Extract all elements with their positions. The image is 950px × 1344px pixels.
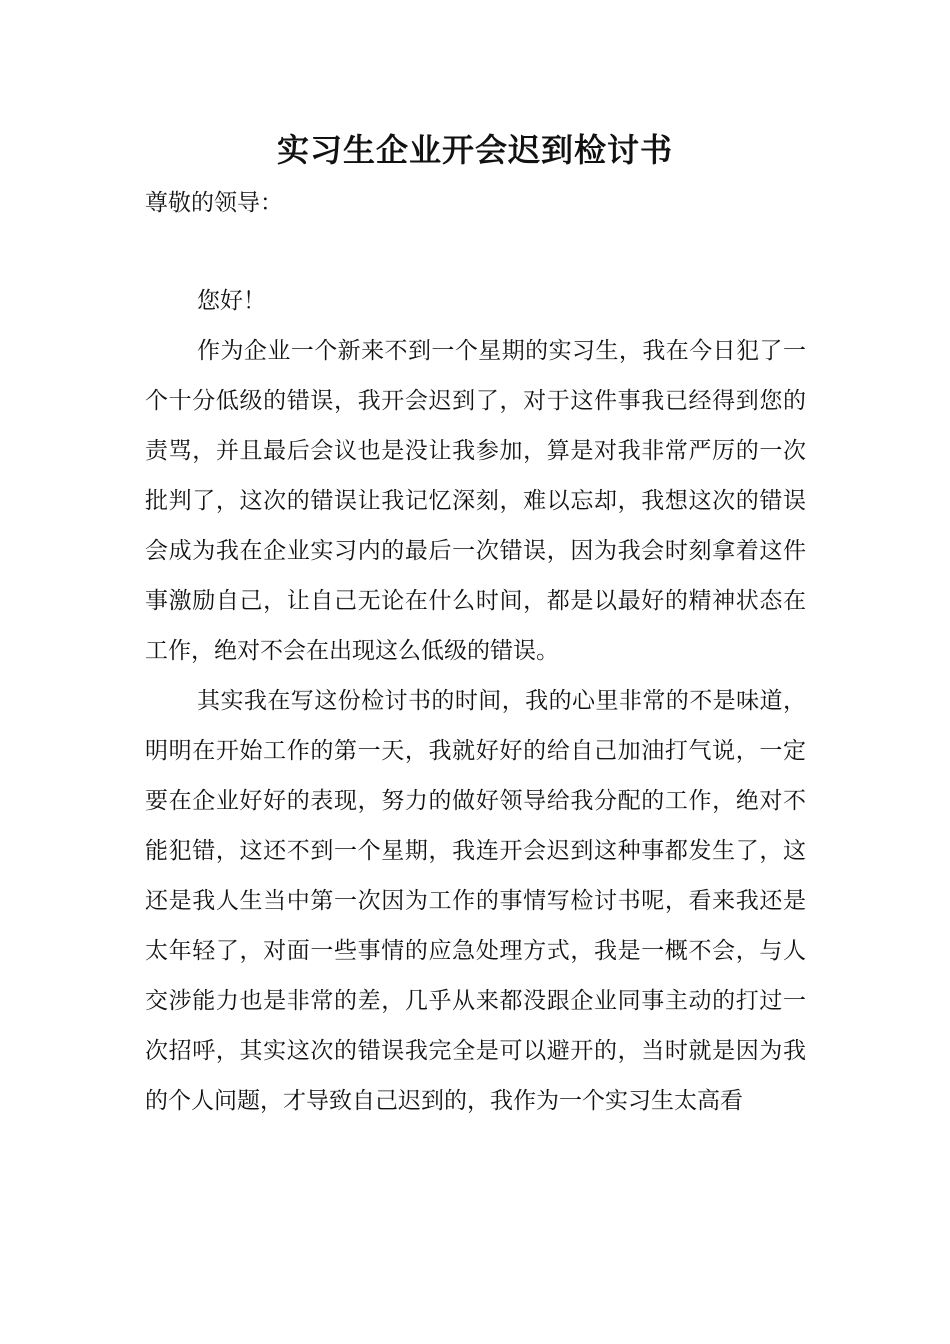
salutation: 尊敬的领导： <box>145 190 283 216</box>
greeting: 您好！ <box>197 288 266 314</box>
document-title: 实习生企业开会迟到检讨书 <box>276 131 673 169</box>
document-body <box>145 326 806 1126</box>
paragraph-2: 其实我在写这份检讨书的时间，我的心里非常的不是味道，明明在开始工作的第一天，我就好好的给自己加油打气说，一定要在企业好好的表现，努力的做好领导给我分配的工作，绝对不能犯错，这还不到一个星期，我连开会迟到这种事都发生了，这还是我人生当中第一次因为工作的事情写检讨书呢，看来我还是太年轻了，对面一些事情的应急处理方式，我是一概不会，与人交涉能力也是非常的差，几乎从来都没跟企业同事主动的打过一次招呼，其实这次的错误我完全是可以避开的，当时就是因为我的个人问题，才导致自己迟到的，我作为一个实习生太高看 <box>145 688 806 1114</box>
paragraph-1: 作为企业一个新来不到一个星期的实习生，我在今日犯了一个十分低级的错误，我开会迟到了，对于这件事我已经得到您的责骂，并且最后会议也是没让我参加，算是对我非常严厉的一次批判了，这次的错误让我记忆深刻，难以忘却，我想这次的错误会成为我在企业实习内的最后一次错误，因为我会时刻拿着这件事激励自己，让自己无论在什么时间，都是以最好的精神状态在工作，绝对不会在出现这么低级的错误。 <box>145 338 806 664</box>
